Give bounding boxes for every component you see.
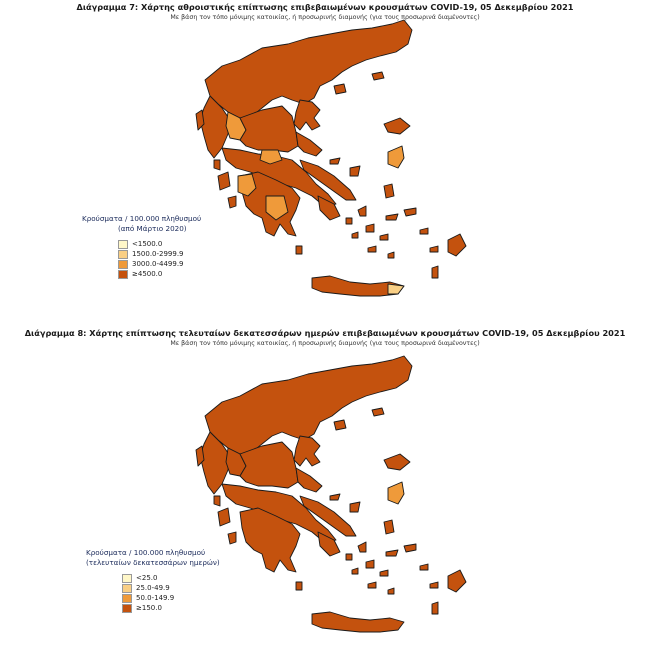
island-lesvos [388, 146, 404, 168]
legend-swatch [122, 574, 132, 583]
island-cyclades-d [380, 570, 388, 576]
legend-item [122, 583, 220, 593]
island-limnos [384, 118, 410, 134]
island-dodecanese-b [430, 246, 438, 252]
legend-swatch [122, 584, 132, 593]
island-samothraki [372, 408, 384, 416]
island-cyclades-c [352, 232, 358, 238]
island-cyclades-c [352, 568, 358, 574]
legend-swatch [118, 250, 128, 259]
island-dodecanese-b [430, 582, 438, 588]
legend-label: ≥150.0 [136, 604, 162, 612]
legend-swatch [122, 594, 132, 603]
legend-swatch [122, 604, 132, 613]
island-rhodes [448, 234, 466, 256]
legend-item [118, 259, 201, 269]
legend-label: 25.0-49.9 [136, 584, 170, 592]
island-zakynthos [228, 532, 236, 544]
island-sporades [330, 158, 340, 164]
island-zakynthos [228, 196, 236, 208]
island-chios [384, 184, 394, 198]
island-cyclades-b [366, 224, 374, 232]
legend-swatch [118, 240, 128, 249]
legend-label: <1500.0 [132, 240, 163, 248]
island-dodecanese-a [420, 564, 428, 570]
island-samothraki [372, 72, 384, 80]
map-legend [86, 548, 220, 613]
island-skyros [350, 166, 360, 176]
island-kythira [296, 246, 302, 254]
island-cyclades-e [368, 246, 376, 252]
legend-item [122, 593, 220, 603]
legend-label: 50.0-149.9 [136, 594, 175, 602]
island-cyclades-a [346, 554, 352, 560]
legend-item [118, 269, 201, 279]
island-karpathos [432, 602, 438, 614]
island-thasos [334, 420, 346, 430]
island-samos [404, 208, 416, 216]
map-legend [82, 214, 201, 279]
island-kefalonia [218, 508, 230, 526]
island-cyclades-b [366, 560, 374, 568]
island-cyclades-f [388, 588, 394, 594]
legend-subtitle: (από Μάρτιο 2020) [118, 224, 187, 233]
map-panel-14day [0, 326, 650, 656]
island-dodecanese-a [420, 228, 428, 234]
legend-label: ≥4500.0 [132, 270, 163, 278]
island-skyros [350, 502, 360, 512]
legend-subtitle: (τελευταίων δεκατεσσάρων ημερών) [86, 558, 220, 567]
island-thasos [334, 84, 346, 94]
island-cyclades-d [380, 234, 388, 240]
island-kefalonia [218, 172, 230, 190]
legend-item [118, 249, 201, 259]
island-andros [358, 542, 366, 552]
island-cyclades-f [388, 252, 394, 258]
legend-label: 1500.0-2999.9 [132, 250, 184, 258]
island-karpathos [432, 266, 438, 278]
region-lasithi [388, 284, 404, 294]
legend-label: <25.0 [136, 574, 158, 582]
region-chalkidiki [294, 436, 320, 466]
legend-swatch [118, 270, 128, 279]
legend-item [122, 603, 220, 613]
legend-title: Κρούσματα / 100.000 πληθυσμού [82, 214, 202, 223]
region-chalkidiki [294, 100, 320, 130]
island-chios [384, 520, 394, 534]
island-cyclades-e [368, 582, 376, 588]
island-limnos [384, 454, 410, 470]
island-ikaria [386, 550, 398, 556]
legend-item [118, 239, 201, 249]
legend-label: 3000.0-4499.9 [132, 260, 184, 268]
island-crete [312, 612, 404, 632]
map-panel-cumulative [0, 0, 650, 325]
legend-swatch [118, 260, 128, 269]
island-ikaria [386, 214, 398, 220]
island-lefkada [214, 496, 220, 506]
legend-item [122, 573, 220, 583]
island-kythira [296, 582, 302, 590]
region-magnesia [296, 132, 322, 156]
island-lesvos [388, 482, 404, 504]
map-title: Διάγραμμα 7: Χάρτης αθροιστικής επίπτωσης επιβεβαιωμένων κρουσμάτων COVID-19, 05 Δεκεμβρίου 2021 [76, 2, 574, 12]
map-subtitle: Με βάση τον τόπο μόνιμης κατοικίας, ή προσωρινής διαμονής (για τους προσωρινά διαμένοντες) [170, 340, 480, 347]
map-subtitle: Με βάση τον τόπο μόνιμης κατοικίας, ή προσωρινής διαμονής (για τους προσωρινά διαμένοντες) [170, 14, 480, 21]
legend-title: Κρούσματα / 100.000 πληθυσμού [86, 548, 206, 557]
region-magnesia [296, 468, 322, 492]
map-title: Διάγραμμα 8: Χάρτης επίπτωσης τελευταίων δεκατεσσάρων ημερών επιβεβαιωμένων κρουσμάτων COVID-19, 05 Δεκεμβρίου 2021 [24, 328, 626, 338]
island-andros [358, 206, 366, 216]
island-samos [404, 544, 416, 552]
island-rhodes [448, 570, 466, 592]
island-sporades [330, 494, 340, 500]
island-cyclades-a [346, 218, 352, 224]
island-lefkada [214, 160, 220, 170]
